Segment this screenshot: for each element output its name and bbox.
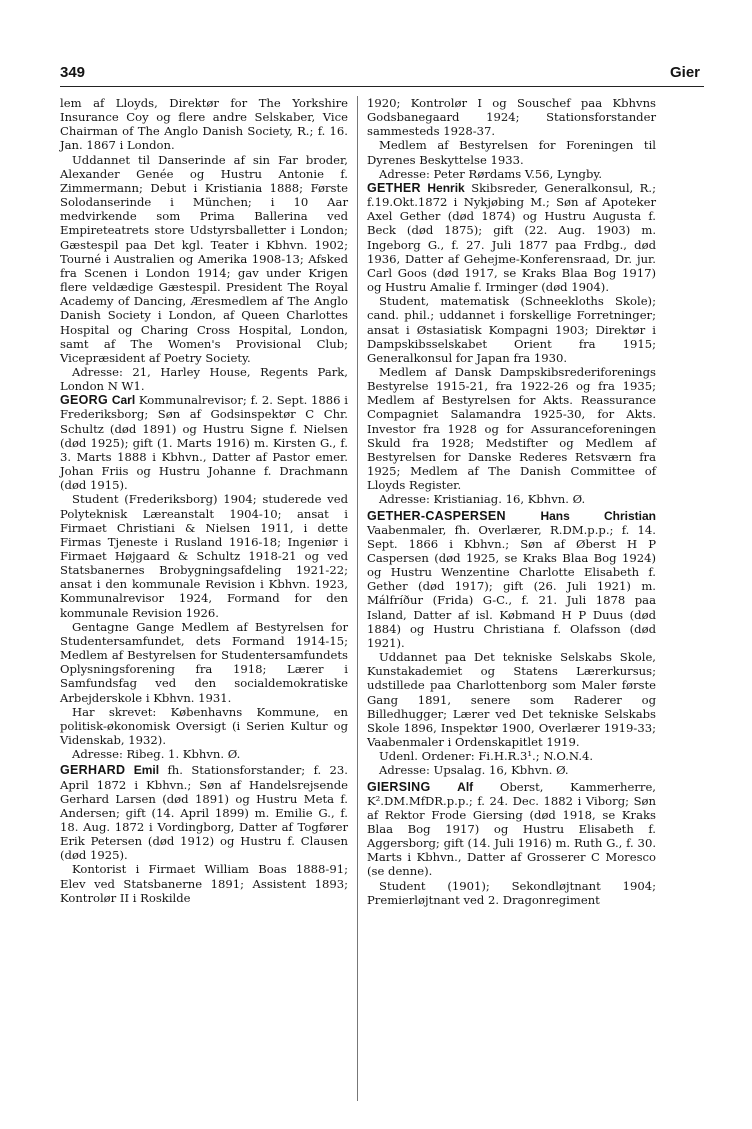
entry-surname: GETHER-CASPERSEN xyxy=(367,508,506,523)
entry-paragraph: Adresse: Upsalag. 16, Kbhvn. Ø. xyxy=(379,763,569,778)
entry-paragraph: Uddannet paa Det tekniske Selskabs Skole, Kunstakademiet og Statens Lærerkursus; udstillede paa Charlottenborg som Maler første Gang 1891, senere som Raderer og Billedhugger; Lærer ved Det tekniske Selskabs Skole 1896, Inspektør 1900, Overlærer 1919-33; Vaabenmaler i Ordenskapitlet 1919. xyxy=(367,650,656,750)
page-number: 349 xyxy=(60,64,86,81)
entry-surname: GETHER xyxy=(367,180,421,195)
entry-intro: Vaabenmaler, fh. Overlærer, R.DM.p.p.; f. 14. Sept. 1866 i Kbhvn.; Søn af Øberst H P Caspersen (død 1925, se Kraks Blaa Bog 1924) og Hustru Wenzentine Charlotte Elisabeth f. Gether (død 1917); gift (26. Juli 1921) m. Málfríður (Frida) G-C., f. 21. Juli 1878 paa Island, Datter af isl. Købmand H P Duus (død 1884) og Hustru Christiana f. Olafsson (død 1921). xyxy=(367,522,656,650)
entry-paragraph: Adresse: Ribeg. 1. Kbhvn. Ø. xyxy=(72,747,241,762)
entry-surname: GIERSING xyxy=(367,779,431,794)
entry-gether-caspersen xyxy=(367,509,656,778)
entry-intro: Kommunalrevisor; f. 2. Sept. 1886 i Frederiksborg; Søn af Godsinspektør C Chr. Schultz (død 1891) og Hustru Signe f. Nielsen (død 1925); gift (1. Marts 1916) m. Kirsten G., f. 3. Marts 1888 i Kbhvn., Datter af Pastor emer. Johan Friis og Hustru Johanne f. Drachmann (død 1915). xyxy=(60,393,349,493)
continued-text: Adresse: Peter Rørdams V.56, Lyngby. xyxy=(379,166,603,181)
entry-intro: fh. Stationsforstander; f. 23. April 1872 i Kbhvn.; Søn af Handelsrejsende Gerhard Larsen (død 1891) og Hustru Meta f. Andersen; gift (14. April 1899) m. Emilie G., f. 18. Aug. 1872 i Vordingborg, Datter af Togfører Erik Petersen (død 1912) og Hustru f. Clausen (død 1925). xyxy=(60,763,348,863)
entry-paragraph: Udenl. Ordener: Fi.H.R.3¹.; N.O.N.4. xyxy=(379,749,594,764)
entry-first-name: Carl xyxy=(111,393,136,408)
entry-paragraph: Student, matematisk (Schneekloths Skole); cand. phil.; uddannet i forskellige Forretninger; ansat i Østasiatisk Kompagni 1903; Direktør i Dampskibsselskabet Orient fra 1915; Generalkonsul for Japan fra 1930. xyxy=(367,294,656,365)
entry-headline xyxy=(60,763,348,862)
entry-first-name: Henrik xyxy=(427,180,465,195)
entry-gerhard-emil xyxy=(60,763,348,905)
entry-paragraph: Kontorist i Firmaet William Boas 1888-91; Elev ved Statsbanerne 1891; Assistent 1893; Kontrolør II i Roskilde xyxy=(60,862,348,905)
continued-text: Uddannet til Danserinde af sin Far broder, Alexander Genée og Hustru Antonie f. Zimmermann; Debut i Kristiania 1888; Første Solodanserinde i München; i 10 Aar medvirkende som Prima Ballerina ved Empireteatrets store Udstyrsballetter i London; Gæstespil paa Det kgl. Teater i Kbhvn. 1902; Tourné i Australien og Amerika 1908-13; Afsked fra Scenen i London 1914; gav under Krigen flere veldædige Gæstespil. President The Royal Academy of Dancing, Æresmedlem af The Anglo Danish Society i London, af Queen Charlottes Hospital og Charing Cross Hospital, London, samt af The Women's Provisional Club; Vicepræsident af Poetry Society. xyxy=(60,152,348,365)
continued-text: Adresse: 21, Harley House, Regents Park, London N W1. xyxy=(60,364,348,394)
entry-paragraph: Gentagne Gange Medlem af Bestyrelsen for Studentersamfundet, dets Formand 1914-15; Medlem af Bestyrelsen for Studentersamfundets Oplysningsforening fra 1918; Lærer i Samfundsfag ved den socialdemokratiske Arbejderskole i Kbhvn. 1931. xyxy=(60,619,348,705)
entry-paragraph: Medlem af Dansk Dampskibsrederiforenings Bestyrelse 1915-21, fra 1922-26 og fra 1935; Medlem af Bestyrelsen for Akts. Reassurance Compagniet Salamandra 1925-30, for Akts. Investor fra 1928 og for Assuranceforeningen Skuld fra 1928; Medstifter og Medlem af Bestyrelsen for Danske Rederes Retsværn fra 1925; Medlem af The Danish Committee of Lloyds Register. xyxy=(367,364,656,493)
entry-paragraph: Student (Frederiksborg) 1904; studerede ved Polyteknisk Læreanstalt 1904-10; ansat i Firmaet Christiani & Nielsen 1911, i dette Firmas Tjeneste i Rusland 1916-18; Ingeniør i Firmaet Højgaard & Schultz 1918-21 og ved Statsbanernes Brobygningsafdeling 1921-22; ansat i den kommunale Revision i Kbhvn. 1923, Kommunalrevisor 1924, Formand for den kommunale Revision 1926. xyxy=(60,492,348,620)
continued-text: 1920; Kontrolør I og Souschef paa Kbhvns Godsbanegaard 1924; Stationsforstander sammesteds 1928-37. xyxy=(367,96,656,139)
right-column xyxy=(367,96,656,909)
entry-intro: Oberst, Kammerherre, K².DM.MfDR.p.p.; f. 24. Dec. 1882 i Viborg; Søn af Rektor Frode Giersing (død 1918, se Kraks Blaa Bog 1917) og Hustru Elisabeth f. Aggersborg; gift (14. Juli 1916) m. Ruth G., f. 30. Marts i Kbhvn., Datter af Grosserer C Moresco (se denne). xyxy=(367,779,656,879)
entry-paragraph: Student (1901); Sekondløjtnant 1904; Premierløjtnant ved 2. Dragonregiment xyxy=(367,878,656,907)
entry-intro: Skibsreder, Generalkonsul, R.; f.19.Okt.1872 i Nykjøbing M.; Søn af Apoteker Axel Gether (død 1874) og Hustru Augusta f. Beck (død 1875); gift (22. Aug. 1903) m. Ingeborg G., f. 27. Juli 1877 paa Frdbg., død 1936, Datter af Gehejme-Konferensraad, Dr. jur. Carl Goos (død 1917, se Kraks Blaa Bog 1917) og Hustru Amalie f. Irminger (død 1904). xyxy=(367,180,657,295)
entry-first-name: Hans Christian xyxy=(540,508,657,523)
entry-georg-carl xyxy=(60,393,348,761)
entry-first-name: Emil xyxy=(133,763,160,778)
column-divider xyxy=(357,96,358,1101)
entry-paragraph: Har skrevet: Københavns Kommune, en politisk-økonomisk Oversigt (i Serien Kultur og Videnskab, 1932). xyxy=(60,704,348,748)
entry-headline xyxy=(367,509,656,651)
entry-paragraph: Adresse: Kristianiag. 16, Kbhvn. Ø. xyxy=(379,492,586,507)
entry-surname: GERHARD xyxy=(60,763,126,778)
running-head: Gier xyxy=(669,64,700,81)
entry-giersing-alf xyxy=(367,780,656,907)
entry-headline xyxy=(367,181,656,294)
continued-text: lem af Lloyds, Direktør for The Yorkshire Insurance Coy og flere andre Selskaber, Vice Chairman of The Anglo Danish Society, R.; f. 16. Jan. 1867 i London. xyxy=(60,96,348,153)
entry-gether-henrik xyxy=(367,181,656,507)
continued-text: Medlem af Bestyrelsen for Foreningen til Dyrenes Beskyttelse 1933. xyxy=(367,138,656,167)
entry-surname: GEORG xyxy=(60,393,109,408)
left-column xyxy=(60,96,348,907)
header-rule xyxy=(60,86,704,87)
entry-first-name: Alf xyxy=(457,779,474,794)
entry-headline xyxy=(367,780,656,879)
entry-headline xyxy=(60,393,348,492)
